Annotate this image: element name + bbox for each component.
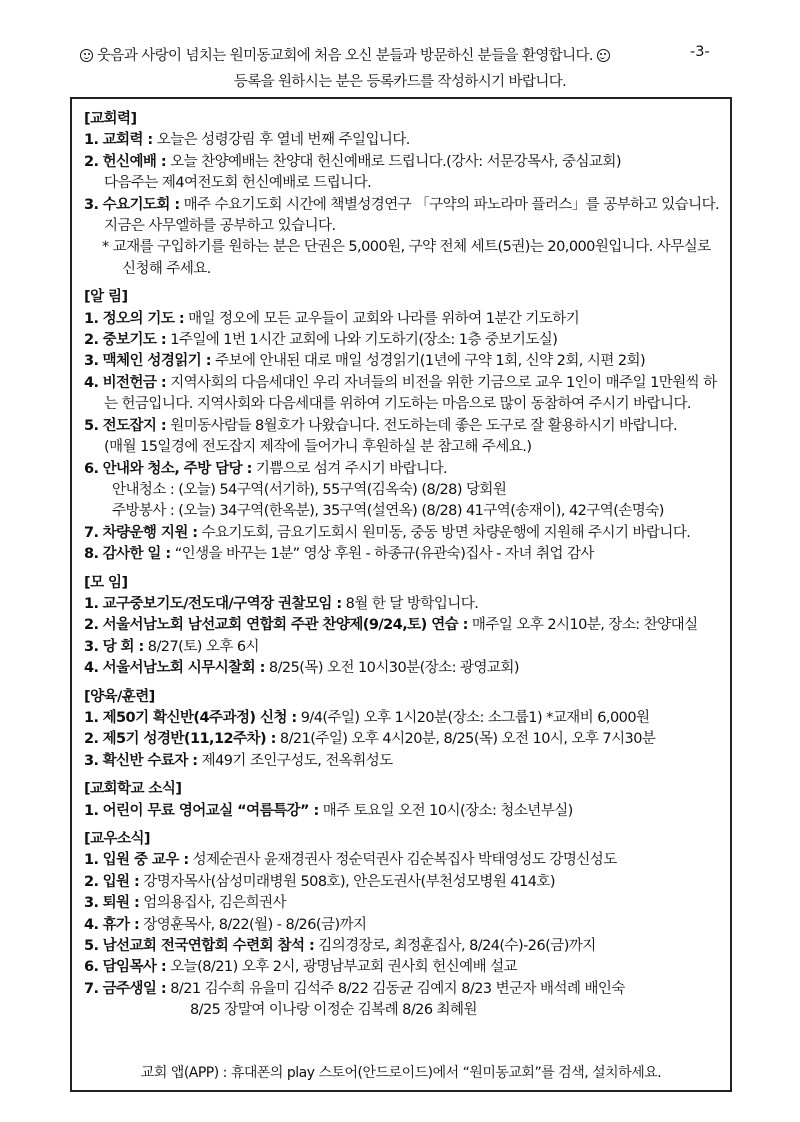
item-text: 매일 정오에 모든 교우들이 교회와 나라를 위하여 1분간 기도하기 [184, 310, 580, 327]
item-number: 1. [84, 132, 99, 149]
section-title-church-calendar: [교회력] [84, 111, 137, 127]
list-item [84, 979, 720, 1000]
item-continuation: 주방봉사 : (오늘) 34구역(한옥분), 35구역(설연옥) (8/28) 41구역(송재이), 42구역(손명숙) [112, 503, 664, 520]
item-text: 매주 수요기도회 시간에 책별성경연구 「구약의 파노라마 플러스」를 공부하고 있습니다. 지금은 사무엘하를 공부하고 있습니다. [104, 196, 720, 235]
item-number: 1. [84, 802, 99, 819]
welcome-text: 웃음과 사랑이 넘치는 원미동교회에 처음 오신 분들과 방문하신 분들을 환영합니다. [97, 48, 593, 64]
item-key: 감사한 일 : [102, 546, 171, 563]
item-text: 수요기도회, 금요기도회시 원미동, 중동 방면 차량운행에 지원해 주시기 바랍니다. [197, 524, 691, 541]
item-key: 휴가 : [102, 916, 140, 933]
item-number: 3. [84, 895, 99, 912]
item-number: 3. [84, 196, 99, 213]
section-title-member-news: [교우소식] [84, 831, 150, 847]
announcements-content [84, 109, 720, 1022]
list-item [84, 544, 720, 565]
item-number: 8. [84, 546, 99, 563]
item-key: 맥체인 성경읽기 : [102, 353, 212, 370]
item-key: 확신반 수료자 : [102, 752, 198, 769]
item-key: 어린이 무료 영어교실 “여름특강” : [102, 802, 319, 819]
item-number: 2. [84, 617, 99, 634]
list-item [84, 309, 720, 330]
item-text: 엄의용집사, 김은희권사 [139, 895, 286, 912]
item-number: 2. [84, 873, 99, 890]
list-item [84, 330, 720, 351]
item-text: 오늘(8/21) 오후 2시, 광명남부교회 권사회 헌신예배 설교 [166, 959, 518, 976]
list-item [84, 416, 720, 437]
item-number: 4. [84, 374, 99, 391]
item-key: 퇴원 : [102, 895, 140, 912]
item-text: 김의경장로, 최정훈집사, 8/24(수)-26(금)까지 [314, 938, 596, 955]
item-key: 차량운행 지원 : [102, 524, 198, 541]
item-number: 1. [84, 595, 99, 612]
item-key: 입원 : [102, 873, 140, 890]
item-key: 교회력 : [102, 132, 153, 149]
item-number: 1. [84, 310, 99, 327]
item-continuation: 안내청소 : (오늘) 54구역(서기하), 55구역(김옥숙) (8/28) 당회원 [112, 481, 507, 498]
item-text: 1주일에 1번 1시간 교회에 나와 기도하기(장소: 1층 중보기도실) [166, 332, 558, 349]
list-item [84, 850, 720, 871]
list-item [84, 459, 720, 480]
item-text: 강명자목사(삼성미래병원 508호), 안은도권사(부천성모병원 414호) [139, 873, 555, 890]
item-continuation: 8/25 장말여 이나랑 이정순 김복례 8/26 최혜원 [190, 1002, 477, 1019]
item-key: 당 회 : [102, 638, 144, 655]
item-number: 7. [84, 524, 99, 541]
item-key: 서울서남노회 남선교회 연합회 주관 찬양제(9/24,토) 연습 : [102, 617, 468, 634]
item-key: 제5기 성경반(11,12주차) : [102, 731, 276, 748]
list-item [84, 351, 720, 372]
list-item [84, 957, 720, 978]
item-number: 2. [84, 731, 99, 748]
item-number: 6. [84, 959, 99, 976]
item-key: 제50기 확신반(4주과정) 신청 : [102, 709, 297, 726]
list-item [84, 195, 720, 238]
section-title-notices: [알 림] [84, 289, 128, 306]
list-item [84, 658, 720, 679]
item-continuation: (매월 15일경에 전도잡지 제작에 들어가니 후원하실 분 참고해 주세요.) [104, 439, 532, 456]
list-item [84, 872, 720, 893]
item-number: 2. [84, 332, 99, 349]
item-text: 8/25(목) 오전 10시30분(장소: 광영교회) [264, 660, 519, 677]
item-key: 수요기도회 : [102, 196, 180, 213]
item-text: 지역사회의 다음세대인 우리 자녀들의 비전을 위한 기금으로 교우 1인이 매주일 1만원씩 하는 헌금입니다. 지역사회와 다음세대를 위하여 기도하는 마음으로 많이 동참하여 주시기 바랍니다. [104, 374, 717, 413]
item-text: 오늘은 성령강림 후 열네 번째 주일입니다. [152, 132, 410, 149]
list-item [84, 152, 720, 173]
item-number: 7. [84, 980, 99, 997]
list-item [84, 594, 720, 615]
item-note: * 교재를 구입하기를 원하는 분은 단권은 5,000원, 구약 전체 세트(5권)는 20,000원입니다. 사무실로 신청해 주세요. [102, 239, 711, 277]
item-number: 5. [84, 938, 99, 955]
item-text: 8/21(주일) 오후 4시20분, 8/25(목) 오전 10시, 오후 7시30분 [275, 731, 656, 748]
item-number: 4. [84, 660, 99, 677]
item-continuation: 다음주는 제4여전도회 헌신예배로 드립니다. [104, 175, 372, 192]
list-item [84, 915, 720, 936]
item-text: 매주 토요일 오전 10시(장소: 청소년부실) [318, 802, 573, 819]
smiley-icon [597, 49, 610, 62]
list-item [84, 751, 720, 772]
item-text: 8/27(토) 오후 6시 [143, 638, 259, 655]
list-item [84, 373, 720, 416]
list-item [84, 936, 720, 957]
item-text: 8/21 김수희 유을미 김석주 8/22 김동균 김예지 8/23 변군자 배석례 배인숙 [166, 980, 625, 997]
item-text: 매주일 오후 2시10분, 장소: 찬양대실 [467, 617, 698, 634]
item-key: 정오의 기도 : [102, 310, 185, 327]
item-number: 6. [84, 460, 99, 477]
item-text: 주보에 안내된 대로 매일 성경읽기(1년에 구약 1회, 신약 2회, 시편 2회) [211, 353, 646, 370]
item-number: 1. [84, 852, 99, 869]
item-key: 헌신예배 : [102, 153, 167, 170]
announcements-box [70, 97, 732, 1092]
item-number: 5. [84, 417, 99, 434]
item-key: 서울서남노회 시무시찰회 : [102, 660, 265, 677]
item-number: 4. [84, 916, 99, 933]
section-title-training: [양육/훈련] [84, 688, 155, 705]
item-text: “인생을 바꾸는 1분” 영상 후원 - 하종규(유관숙)집사 - 자녀 취업 감사 [170, 546, 594, 563]
smiley-icon [80, 49, 93, 62]
item-key: 남선교회 전국연합회 수련회 참석 : [102, 938, 315, 955]
item-number: 2. [84, 153, 99, 170]
item-text: 8월 한 달 방학입니다. [341, 595, 479, 612]
item-number: 1. [84, 709, 99, 726]
item-key: 입원 중 교우 : [102, 852, 189, 869]
list-item [84, 615, 720, 636]
section-title-church-school: [교회학교 소식] [84, 781, 182, 798]
item-text: 원미동사람들 8월호가 나왔습니다. 전도하는데 좋은 도구로 잘 활용하시기 바랍니다. [166, 417, 678, 434]
list-item [84, 893, 720, 914]
item-text: 9/4(주일) 오후 1시20분(장소: 소그룹1) *교재비 6,000원 [296, 709, 650, 726]
list-item [84, 523, 720, 544]
item-key: 전도잡지 : [102, 417, 167, 434]
welcome-line [80, 44, 610, 65]
item-text: 기쁨으로 섬겨 주시기 바랍니다. [251, 460, 448, 477]
item-key: 안내와 청소, 주방 담당 : [102, 460, 252, 477]
item-key: 담임목사 : [102, 959, 167, 976]
list-item [84, 729, 720, 750]
item-key: 교구중보기도/전도대/구역장 권찰모임 : [102, 595, 342, 612]
item-text: 제49기 조인구성도, 전옥휘성도 [197, 752, 393, 769]
registration-note: 등록을 원하시는 분은 등록카드를 작성하시기 바랍니다. [233, 74, 567, 90]
list-item [84, 708, 720, 729]
page-number: -3- [690, 44, 710, 60]
app-download-note: 교회 앱(APP) : 휴대폰의 play 스토어(안드로이드)에서 “원미동교회”를 검색, 설치하세요. [140, 1065, 662, 1081]
item-number: 3. [84, 353, 99, 370]
section-title-meetings: [모 임] [84, 574, 128, 591]
list-item [84, 801, 720, 822]
item-text: 성제순권사 윤재경권사 정순덕권사 김순복집사 박태영성도 강명신성도 [188, 852, 617, 869]
item-number: 3. [84, 638, 99, 655]
item-number: 3. [84, 752, 99, 769]
item-key: 중보기도 : [102, 332, 167, 349]
item-key: 비전헌금 : [102, 374, 167, 391]
list-item [84, 637, 720, 658]
item-text: 오늘 찬양예배는 찬양대 헌신예배로 드립니다.(강사: 서문강목사, 중심교회) [166, 153, 621, 170]
item-text: 장영훈목사, 8/22(월) - 8/26(금)까지 [139, 916, 367, 933]
item-key: 금주생일 : [102, 980, 167, 997]
list-item [84, 130, 720, 151]
